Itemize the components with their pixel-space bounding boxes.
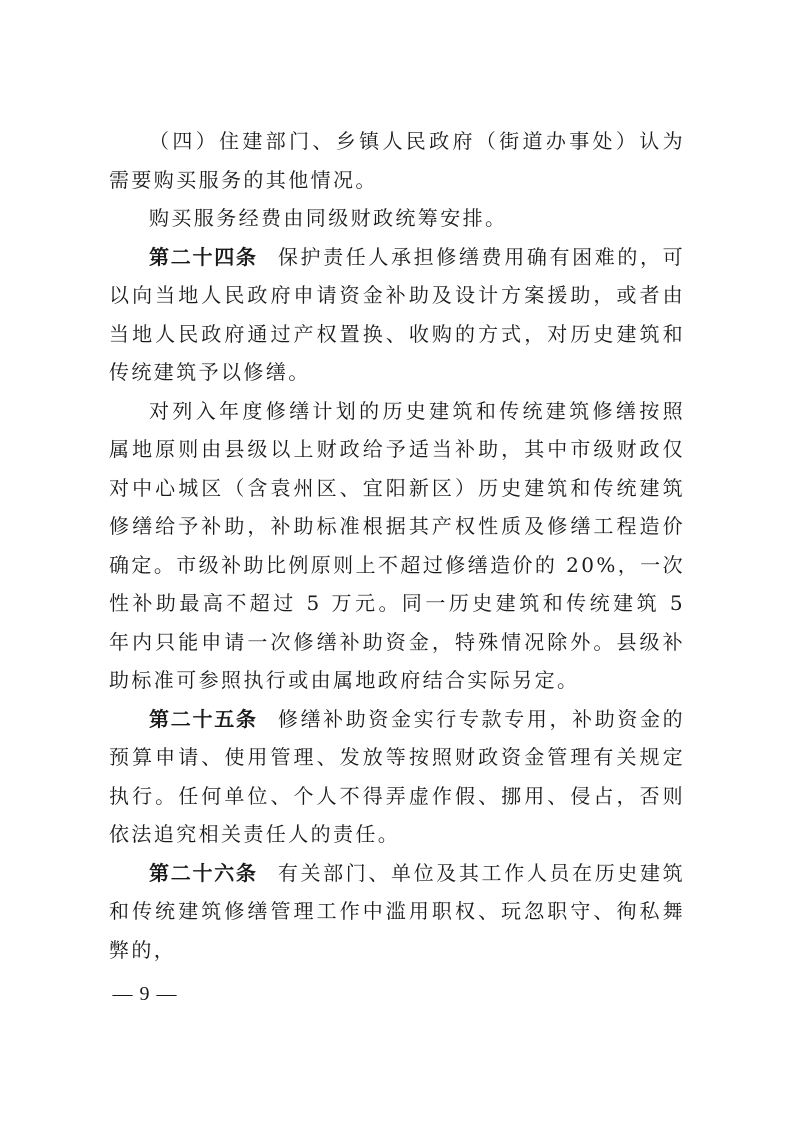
article-number: 第二十五条 bbox=[149, 706, 258, 731]
article-text: 修缮补助资金实行专款专用，补助资金的预算申请、使用管理、发放等按照财政资金管理有关规定执行。任何单位、个人不得弄虚作假、挪用、侵占，否则依法追究相关责任人的责任。 bbox=[109, 706, 686, 846]
article-25 bbox=[109, 700, 685, 854]
paragraph-text: 对列入年度修缮计划的历史建筑和传统建筑修缮按照属地原则由县级以上财政给予适当补助，其中市级财政仅对中心城区（含袁州区、宜阳新区）历史建筑和传统建筑修缮给予补助，补助标准根据其产权性质及修缮工程造价确定。市级补助比例原则上不超过修缮造价的 20%，一次性补助最高不超过 5 万元。同一历史建筑和传统建筑 5 年内只能申请一次修缮补助资金，特殊情况除外。县级补助标准可参照执行或由属地政府结合实际另定。 bbox=[109, 398, 685, 692]
article-text: 保护责任人承担修缮费用确有困难的，可以向当地人民政府申请资金补助及设计方案援助，或者由当地人民政府通过产权置换、收购的方式，对历史建筑和传统建筑予以修缮。 bbox=[109, 244, 686, 384]
paragraph-text: （四）住建部门、乡镇人民政府（街道办事处）认为需要购买服务的其他情况。 bbox=[109, 129, 685, 192]
document-body bbox=[109, 122, 685, 969]
article-number: 第二十六条 bbox=[149, 860, 258, 885]
paragraph-text: 购买服务经费由同级财政统筹安排。 bbox=[149, 206, 508, 230]
paragraph-item-4 bbox=[109, 122, 685, 199]
article-26 bbox=[109, 854, 685, 970]
article-text: 有关部门、单位及其工作人员在历史建筑和传统建筑修缮管理工作中滥用职权、玩忽职守、徇私舞弊的， bbox=[109, 860, 686, 962]
paragraph-subsidy bbox=[109, 392, 685, 700]
article-number: 第二十四条 bbox=[149, 244, 258, 269]
page-number: — 9 — bbox=[112, 983, 178, 1005]
paragraph-funding bbox=[109, 199, 685, 238]
article-24 bbox=[109, 238, 685, 392]
